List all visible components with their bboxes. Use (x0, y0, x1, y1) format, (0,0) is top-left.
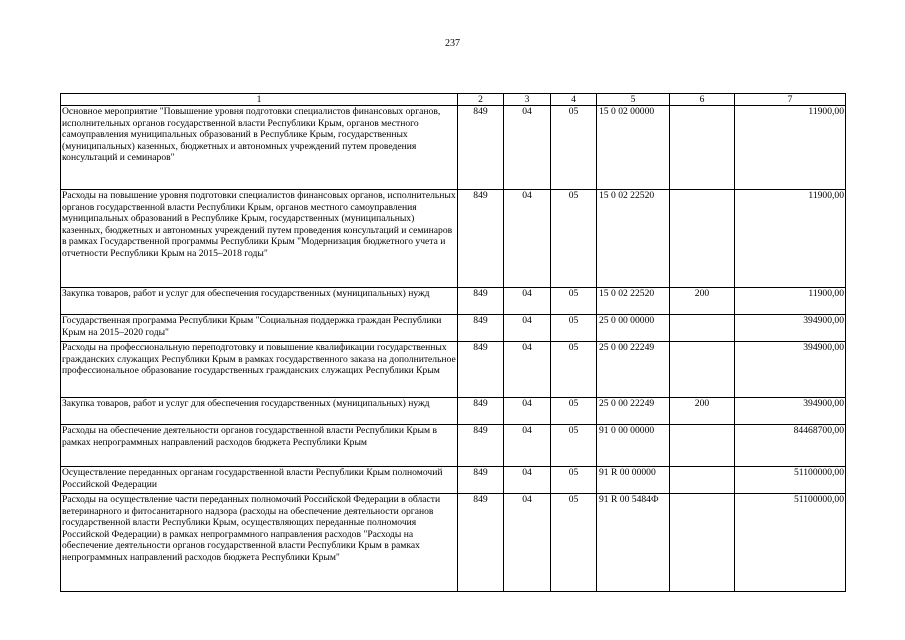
column-header-rz: 3 (504, 94, 551, 106)
budget-table (60, 93, 846, 592)
row-pr: 05 (551, 342, 597, 398)
row-vr (670, 467, 735, 494)
row-pr: 05 (551, 190, 597, 288)
row-name: Расходы на осуществление части переданных полномочий Российской Федерации в области ветеринарного и фитосанитарного надзора (расходы на обеспечение деятельности органов государственной власти Республики Крым, осуществляющих переданные полномочия Российской Федерации) в рамках непрограммного направления расходов "Расходы на обеспечение деятельности органов государственной власти Республики Крым в рамках непрограммных направлений расходов бюджета Республики Крым" (61, 494, 458, 592)
row-amount: 11900,00 (735, 190, 846, 288)
table-row (61, 398, 846, 425)
row-name: Расходы на профессиональную переподготовку и повышение квалификации государственных гражданских служащих Республики Крым в рамках государственного заказа на дополнительное профессиональное образование государственных гражданских служащих Республики Крым (61, 342, 458, 398)
row-ved: 849 (458, 342, 504, 398)
row-vr (670, 190, 735, 288)
row-ved: 849 (458, 398, 504, 425)
row-name: Расходы на обеспечение деятельности органов государственной власти Республики Крым в рамках непрограммных направлений расходов бюджета Республики Крым (61, 425, 458, 467)
column-header-pr: 4 (551, 94, 597, 106)
table-row (61, 342, 846, 398)
row-amount: 11900,00 (735, 288, 846, 315)
row-ved: 849 (458, 315, 504, 342)
row-rz: 04 (504, 494, 551, 592)
row-amount: 84468700,00 (735, 425, 846, 467)
row-rz: 04 (504, 190, 551, 288)
table-row (61, 106, 846, 190)
row-amount: 394900,00 (735, 342, 846, 398)
table-row (61, 190, 846, 288)
row-kcsr: 25 0 00 22249 (597, 398, 670, 425)
row-rz: 04 (504, 106, 551, 190)
row-rz: 04 (504, 398, 551, 425)
row-ved: 849 (458, 106, 504, 190)
row-name: Государственная программа Республики Крым "Социальная поддержка граждан Республики Крым на 2015–2020 годы" (61, 315, 458, 342)
row-pr: 05 (551, 467, 597, 494)
table-row (61, 425, 846, 467)
row-kcsr: 91 R 00 00000 (597, 467, 670, 494)
row-rz: 04 (504, 315, 551, 342)
row-pr: 05 (551, 315, 597, 342)
row-vr (670, 342, 735, 398)
row-name: Расходы на повышение уровня подготовки специалистов финансовых органов, исполнительных органов государственной власти Республики Крым, органов местного самоуправления муниципальных образований в Республике Крым, государственных (муниципальных) казенных, бюджетных и автономных учреждений путем проведения консультаций и семинаров в рамках Государственной программы Республики Крым "Модернизация бюджетного учета и отчетности Республики Крым на 2015–2018 годы" (61, 190, 458, 288)
row-pr: 05 (551, 106, 597, 190)
row-kcsr: 91 0 00 00000 (597, 425, 670, 467)
table-row (61, 467, 846, 494)
page-number: 237 (445, 38, 460, 49)
column-header-name: 1 (61, 94, 458, 106)
row-amount: 394900,00 (735, 398, 846, 425)
row-pr: 05 (551, 398, 597, 425)
table-row (61, 494, 846, 592)
row-name: Закупка товаров, работ и услуг для обеспечения государственных (муниципальных) нужд (61, 398, 458, 425)
row-amount: 51100000,00 (735, 467, 846, 494)
row-kcsr: 15 0 02 22520 (597, 190, 670, 288)
row-ved: 849 (458, 288, 504, 315)
row-kcsr: 25 0 00 00000 (597, 315, 670, 342)
row-rz: 04 (504, 288, 551, 315)
row-kcsr: 15 0 02 22520 (597, 288, 670, 315)
row-amount: 11900,00 (735, 106, 846, 190)
row-ved: 849 (458, 467, 504, 494)
row-ved: 849 (458, 494, 504, 592)
row-rz: 04 (504, 342, 551, 398)
row-pr: 05 (551, 425, 597, 467)
row-pr: 05 (551, 288, 597, 315)
row-kcsr: 91 R 00 5484Ф (597, 494, 670, 592)
column-header-vr: 6 (670, 94, 735, 106)
row-pr: 05 (551, 494, 597, 592)
row-name: Основное мероприятие "Повышение уровня подготовки специалистов финансовых органов, исполнительных органов государственной власти Республики Крым, органов местного самоуправления муниципальных образований в Республике Крым, государственных (муниципальных) казенных, бюджетных и автономных учреждений путем проведения консультаций и семинаров" (61, 106, 458, 190)
row-kcsr: 25 0 00 22249 (597, 342, 670, 398)
row-name: Закупка товаров, работ и услуг для обеспечения государственных (муниципальных) нужд (61, 288, 458, 315)
row-vr (670, 494, 735, 592)
row-vr (670, 106, 735, 190)
row-ved: 849 (458, 190, 504, 288)
row-kcsr: 15 0 02 00000 (597, 106, 670, 190)
row-amount: 394900,00 (735, 315, 846, 342)
column-header-kcsr: 5 (597, 94, 670, 106)
table-header-row (61, 94, 846, 106)
table-row (61, 315, 846, 342)
row-amount: 51100000,00 (735, 494, 846, 592)
row-rz: 04 (504, 425, 551, 467)
row-ved: 849 (458, 425, 504, 467)
row-name: Осуществление переданных органам государственной власти Республики Крым полномочий Российской Федерации (61, 467, 458, 494)
column-header-ved: 2 (458, 94, 504, 106)
row-vr: 200 (670, 398, 735, 425)
column-header-amount: 7 (735, 94, 846, 106)
row-vr: 200 (670, 288, 735, 315)
row-vr (670, 315, 735, 342)
row-vr (670, 425, 735, 467)
row-rz: 04 (504, 467, 551, 494)
table-row (61, 288, 846, 315)
